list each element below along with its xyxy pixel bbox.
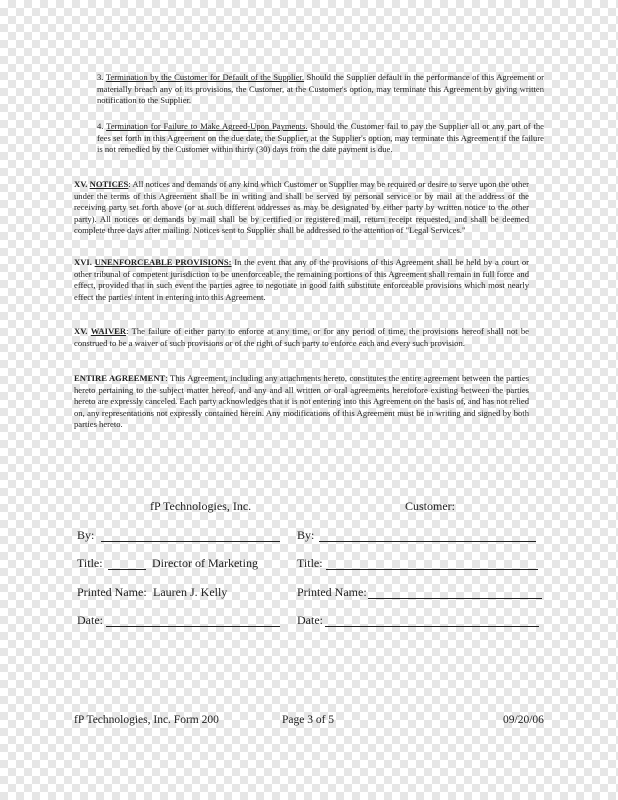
clause-waiver <box>74 326 529 349</box>
right-title-label: Title: <box>297 556 323 570</box>
clause-title: Termination by the Customer for Default of the Supplier. <box>105 72 305 82</box>
clause-title: UNENFORCEABLE PROVISIONS: <box>94 257 232 267</box>
clause-4 <box>97 121 544 156</box>
footer-page-number: Page 3 of 5 <box>282 714 335 726</box>
footer-date: 09/20/06 <box>503 714 544 726</box>
clause-number: XV. <box>74 326 88 336</box>
right-party-name: Customer: <box>405 499 455 513</box>
left-by-label: By: <box>77 528 95 542</box>
clause-text: In the event that any of the provisions of this Agreement shall be held by a court or other tribunal of competent jurisdiction to be unenforceable, the remaining portions of this Agreement shall remain in full force and effect, provided that in such event the parties agree to negotiate in good faith substitute enforceable provisions which most nearly effect the parties' intent in entering into this Agreement. <box>74 257 529 302</box>
left-date-label: Date: <box>77 613 103 627</box>
clause-title: NOTICES <box>89 179 129 189</box>
left-date-line[interactable] <box>106 626 280 627</box>
left-printed-name-value: Lauren J. Kelly <box>153 585 228 599</box>
right-printed-name-line[interactable] <box>368 598 542 599</box>
right-by-label: By: <box>297 528 315 542</box>
clause-text: : All notices and demands of any kind which Customer or Supplier may be required or desire to serve upon the other under the terms of this Agreement shall be in writing and shall be served by personal service or by mail at the address of the receiving party set forth above (or at such different addresses as may be designated by either party by written notice to the other party). All notices or demands by mail shall be by certified or registered mail, return receipt requested, and shall be deemed complete three days after mailing. Notices sent to Supplier shall be addressed to the attention of "Legal Services." <box>74 179 529 236</box>
left-title-label: Title: <box>77 556 103 570</box>
left-party-name: fP Technologies, Inc. <box>150 499 252 513</box>
right-title-line[interactable] <box>326 569 538 570</box>
clause-unenforceable <box>74 257 529 303</box>
left-title-value: Director of Marketing <box>152 556 258 570</box>
clause-number: 3. <box>97 72 104 82</box>
clause-title: Termination for Failure to Make Agreed-Upon Payments. <box>106 121 308 131</box>
left-printed-name-label: Printed Name: <box>77 585 147 599</box>
left-title-line <box>108 569 146 570</box>
footer-form-name: fP Technologies, Inc. Form 200 <box>74 714 219 726</box>
clause-title: ENTIRE AGREEMENT <box>74 373 166 383</box>
clause-number: XV. <box>74 179 88 189</box>
clause-entire-agreement <box>74 373 529 431</box>
clause-number: 4. <box>97 121 104 131</box>
clause-title: WAIVER <box>90 326 127 336</box>
left-by-line[interactable] <box>101 541 280 542</box>
right-date-label: Date: <box>297 613 323 627</box>
clause-notices <box>74 179 529 237</box>
clause-number: XVI. <box>74 257 92 267</box>
right-printed-name-label: Printed Name: <box>297 585 367 599</box>
clause-text: Should the Customer fail to pay the Supplier all or any part of the fees set forth in this Agreement on the due date, the Supplier, at the Supplier's option, may terminate this Agreement if the failure is not remedied by the Customer within thirty (30) days from the date payment is due. <box>97 121 544 155</box>
right-date-line[interactable] <box>325 626 539 627</box>
clause-3 <box>97 72 544 107</box>
clause-text: : The failure of either party to enforce at any time, or for any period of time, the provisions hereof shall not be construed to be a waiver of such provisions or of the right of such party to enforce each and every such provision. <box>74 326 529 348</box>
clause-text: Should the Supplier default in the performance of this Agreement or materially breach any of its provisions, the Customer, at the Customer's option, may terminate this Agreement by giving written notification to the Supplier. <box>97 72 544 106</box>
clause-text: : This Agreement, including any attachments hereto, constitutes the entire agreement between the parties hereto pertaining to the subject matter hereof, and any and all written or oral agreements heretofore existing between the parties hereto are expressly canceled. Each party acknowledges that it is not entering into this Agreement on the basis of, and has not relied on, any representations not expressly contained herein. Any modifications of this Agreement must be in writing and signed by both parties hereto. <box>74 373 529 430</box>
right-by-line[interactable] <box>319 541 536 542</box>
